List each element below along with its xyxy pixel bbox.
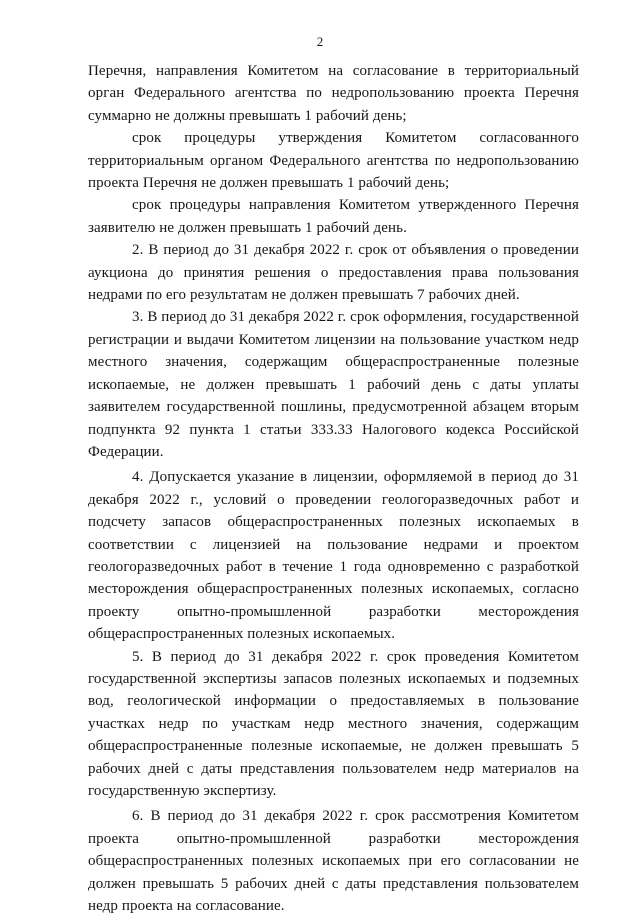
paragraph-sending-term: срок процедуры направления Комитетом утвержденного Перечня заявителю не должен превышать 1 рабочий день. xyxy=(88,197,579,236)
document-body xyxy=(88,60,579,917)
paragraph-item-3: 3. В период до 31 декабря 2022 г. срок оформления, государственной регистрации и выдачи Комитетом лицензии на пользование участком недр местного значения, содержащим общераспространенные полезные ископаемые, не должен превышать 1 рабочий день с даты уплаты заявителем государственной пошлины, предусмотренной абзацем вторым подпункта 92 пункта 1 статьи 333.33 Налогового кодекса Российской Федерации. xyxy=(88,309,579,460)
paragraph-item-6: 6. В период до 31 декабря 2022 г. срок рассмотрения Комитетом проекта опытно-промышленной разработки месторождения общераспространенных полезных ископаемых при его согласовании не должен превышать 5 рабочих дней с даты представления пользователем недр проекта на согласование. xyxy=(88,808,579,915)
paragraph-continuation: Перечня, направления Комитетом на согласование в территориальный орган Федерального агентства по недропользованию проекта Перечня суммарно не должны превышать 1 рабочий день; xyxy=(88,63,579,124)
page-number: 2 xyxy=(316,34,324,49)
paragraph-item-2: 2. В период до 31 декабря 2022 г. срок от объявления о проведении аукциона до принятия решения о предоставления права пользования недрами по его результатам не должен превышать 7 рабочих дней. xyxy=(88,242,579,304)
paragraph-approval-term: срок процедуры утверждения Комитетом согласованного территориальным органом Федерального агентства по недропользованию проекта Перечня не должен превышать 1 рабочий день; xyxy=(88,130,579,192)
paragraph-item-4: 4. Допускается указание в лицензии, оформляемой в период до 31 декабря 2022 г., условий о проведении геологоразведочных работ и подсчету запасов общераспространенных полезных ископаемых в соответствии с лицензией на пользование недрами и проектом геологоразведочных работ в течение 1 года одновременно с разработкой месторождения общераспространенных полезных ископаемых, согласно проекту опытно-промышленной разработки месторождения общераспространенных полезных ископаемых. xyxy=(88,469,579,643)
paragraph-item-5: 5. В период до 31 декабря 2022 г. срок проведения Комитетом государственной экспертизы запасов полезных ископаемых и подземных вод, геологической информации о предоставляемых в пользование участках недр по участкам недр местного значения, содержащим общераспространенные полезные ископаемые, не должен превышать 5 рабочих дней с даты представления пользователем недр материалов на государственную экспертизу. xyxy=(88,648,579,799)
